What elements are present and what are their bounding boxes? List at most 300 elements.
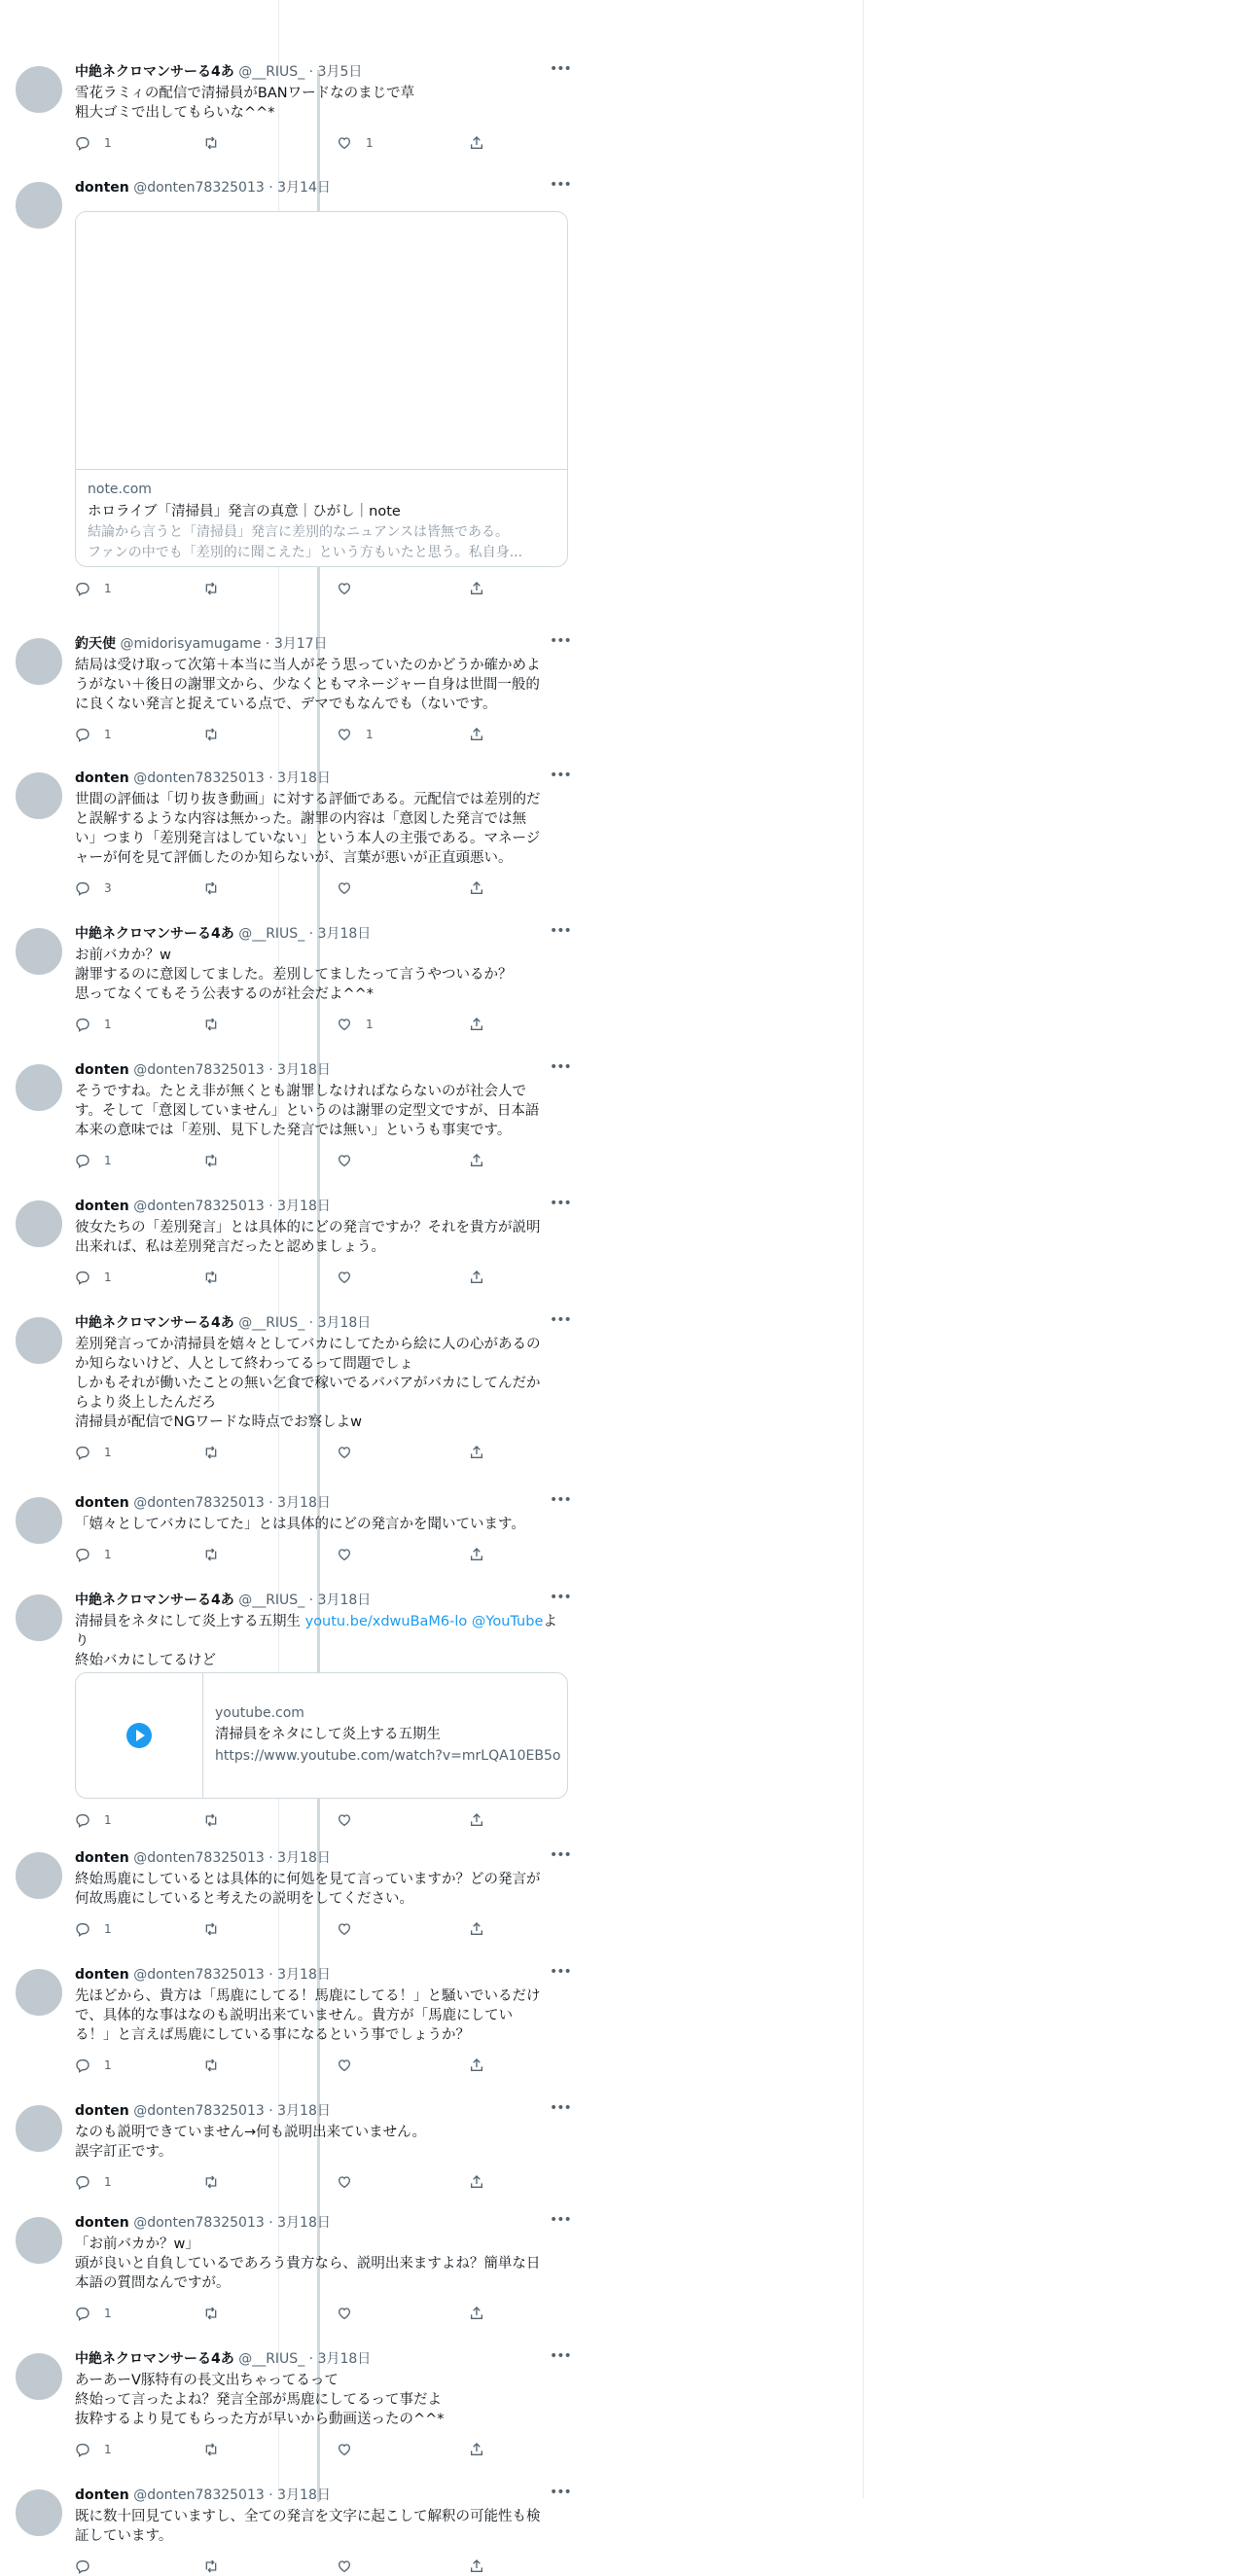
tweet-date[interactable]: 3月5日 bbox=[318, 64, 363, 80]
share-button[interactable] bbox=[469, 878, 484, 898]
reply-button[interactable] bbox=[75, 1015, 112, 1034]
reply-icon bbox=[75, 136, 90, 150]
reply-icon bbox=[75, 1446, 90, 1459]
tweet-text-line: なのも説明できていません→何も説明出来ていません。 bbox=[75, 2123, 569, 2142]
heart-icon bbox=[337, 582, 352, 595]
display-name[interactable]: donten bbox=[75, 2215, 129, 2231]
tweet-text-line: 思ってなくてもそう公表するのが社会だよ^^* bbox=[75, 984, 569, 1004]
separator-dot: · bbox=[265, 1495, 277, 1511]
heart-icon bbox=[337, 2443, 352, 2456]
reply-button[interactable] bbox=[75, 2440, 112, 2459]
retweet-button[interactable] bbox=[203, 2172, 232, 2192]
display-name[interactable]: donten bbox=[75, 1850, 129, 1866]
user-handle[interactable]: @donten78325013 bbox=[133, 1062, 265, 1078]
reply-button[interactable] bbox=[75, 1810, 112, 1830]
user-handle[interactable]: @donten78325013 bbox=[133, 2103, 265, 2119]
avatar[interactable] bbox=[13, 925, 65, 978]
heart-icon bbox=[337, 2058, 352, 2072]
reply-button[interactable] bbox=[75, 1151, 112, 1170]
share-button[interactable] bbox=[469, 2172, 484, 2192]
tweet-date[interactable]: 3月18日 bbox=[277, 2487, 331, 2503]
tweet-text bbox=[75, 2507, 569, 2546]
display-name[interactable]: 釣天使 bbox=[75, 636, 116, 652]
reply-icon bbox=[75, 1548, 90, 1561]
share-button[interactable] bbox=[469, 1443, 484, 1462]
tweet-text-line: 終始って言ったよね？発言全部が馬鹿にしてるって事だよ bbox=[75, 2390, 569, 2410]
separator-dot: · bbox=[265, 1967, 277, 1983]
more-icon[interactable]: ••• bbox=[550, 1493, 569, 1513]
share-button[interactable] bbox=[469, 725, 484, 744]
card-info bbox=[215, 1703, 560, 1766]
tweet-date[interactable]: 3月18日 bbox=[277, 1967, 331, 1983]
card-title: ホロライブ「清掃員」発言の真意｜ひがし｜note bbox=[88, 502, 555, 521]
retweet-button[interactable] bbox=[203, 725, 232, 744]
user-handle[interactable]: @donten78325013 bbox=[133, 1850, 265, 1866]
share-button[interactable] bbox=[469, 1919, 484, 1939]
card-domain: youtube.com bbox=[215, 1703, 560, 1723]
user-handle[interactable]: @__RIUS_ bbox=[238, 926, 304, 942]
card-description: ファンの中でも「差別的に聞こえた」という方もいたと思う。私自身... bbox=[88, 544, 555, 562]
share-button[interactable] bbox=[469, 2557, 484, 2576]
tweet-text bbox=[75, 1986, 569, 2045]
more-icon[interactable]: ••• bbox=[550, 2213, 569, 2233]
share-button[interactable] bbox=[469, 579, 484, 598]
tweet-text-line: に良くない発言と捉えている点で、デマでもなんでも（ないです。 bbox=[75, 695, 569, 714]
like-button[interactable] bbox=[337, 1151, 366, 1170]
tweet-date[interactable]: 3月18日 bbox=[277, 770, 331, 786]
tweet-text bbox=[75, 1082, 569, 1140]
user-handle[interactable]: @donten78325013 bbox=[133, 2215, 265, 2231]
reply-icon bbox=[75, 1270, 90, 1284]
share-button[interactable] bbox=[469, 1015, 484, 1034]
retweet-button[interactable] bbox=[203, 878, 232, 898]
retweet-button[interactable] bbox=[203, 2557, 232, 2576]
tweet-text-line: 何故馬鹿にしていると考えたの説明をしてください。 bbox=[75, 1889, 569, 1909]
display-name[interactable]: donten bbox=[75, 2487, 129, 2503]
tweet-body bbox=[75, 2349, 569, 2429]
heart-icon bbox=[337, 1813, 352, 1827]
share-button[interactable] bbox=[469, 2056, 484, 2075]
like-button[interactable] bbox=[337, 2172, 366, 2192]
tweet-text bbox=[75, 84, 569, 123]
like-button[interactable] bbox=[337, 2056, 366, 2075]
more-icon[interactable]: ••• bbox=[550, 2101, 569, 2121]
reply-button[interactable] bbox=[75, 1545, 112, 1564]
retweet-button[interactable] bbox=[203, 1443, 232, 1462]
retweet-icon bbox=[203, 728, 219, 741]
display-name[interactable]: donten bbox=[75, 1199, 129, 1214]
tweet-text bbox=[75, 2371, 569, 2429]
display-name[interactable]: donten bbox=[75, 770, 129, 786]
tweet-body bbox=[75, 1848, 569, 1909]
more-icon[interactable]: ••• bbox=[550, 2349, 569, 2369]
share-button[interactable] bbox=[469, 2440, 484, 2459]
reply-count: 1 bbox=[104, 1813, 112, 1827]
tweet-body bbox=[75, 924, 569, 1004]
avatar[interactable] bbox=[13, 635, 65, 688]
user-handle[interactable]: @donten78325013 bbox=[133, 1967, 265, 1983]
reply-count: 1 bbox=[104, 1154, 112, 1167]
share-button[interactable] bbox=[469, 133, 484, 153]
user-handle[interactable]: @__RIUS_ bbox=[238, 1315, 304, 1331]
retweet-icon bbox=[203, 2307, 219, 2320]
tweet-text bbox=[75, 1870, 569, 1909]
tweet-header bbox=[75, 634, 569, 654]
separator-dot: · bbox=[304, 1315, 317, 1331]
retweet-icon bbox=[203, 1154, 219, 1167]
video-thumbnail[interactable] bbox=[76, 1673, 203, 1798]
tweet-actions bbox=[75, 1151, 503, 1170]
separator-dot: · bbox=[265, 2103, 277, 2119]
youtube-link[interactable]: youtu.be/xdwuBaM6-lo bbox=[305, 1614, 468, 1629]
share-button[interactable] bbox=[469, 1268, 484, 1287]
user-handle[interactable]: @__RIUS_ bbox=[238, 1592, 304, 1608]
like-button[interactable] bbox=[337, 133, 374, 153]
tweet-text bbox=[75, 2123, 569, 2162]
tweet-text bbox=[75, 2235, 569, 2293]
avatar[interactable] bbox=[13, 1849, 65, 1902]
more-icon[interactable]: ••• bbox=[550, 1313, 569, 1333]
retweet-icon bbox=[203, 2175, 219, 2189]
tweet-date[interactable]: 3月18日 bbox=[277, 2215, 331, 2231]
user-handle[interactable]: @donten78325013 bbox=[133, 180, 265, 196]
tweet-text-line: 既に数十回見ていますし、全ての発言を文字に起こして解釈の可能性も検 bbox=[75, 2507, 569, 2526]
like-button[interactable] bbox=[337, 1015, 374, 1034]
like-button[interactable] bbox=[337, 2557, 366, 2576]
heart-icon bbox=[337, 881, 352, 895]
tweet-text-line: 抜粋するより見てもらった方が早いから動画送ったの^^* bbox=[75, 2410, 569, 2429]
more-icon[interactable]: ••• bbox=[550, 924, 569, 944]
tweet-header bbox=[75, 1848, 569, 1868]
tweet-text-line: うがない＋後日の謝罪文から、少なくともマネージャー自身は世間一般的 bbox=[75, 675, 569, 695]
share-icon bbox=[469, 728, 484, 741]
avatar[interactable] bbox=[13, 1061, 65, 1114]
retweet-icon bbox=[203, 2443, 219, 2456]
tweet-header bbox=[75, 769, 569, 788]
youtube-card[interactable] bbox=[75, 1672, 568, 1799]
retweet-button[interactable] bbox=[203, 2304, 232, 2323]
retweet-button[interactable] bbox=[203, 1810, 232, 1830]
retweet-button[interactable] bbox=[203, 1545, 232, 1564]
avatar[interactable] bbox=[13, 1592, 65, 1644]
card-url: https://www.youtube.com/watch?v=mrLQA10EB5o bbox=[215, 1746, 560, 1766]
share-button[interactable] bbox=[469, 2304, 484, 2323]
tweet-date[interactable]: 3月17日 bbox=[274, 636, 328, 652]
tweet-text-line: 本語の質問なんですが。 bbox=[75, 2273, 569, 2293]
tweet-text-line: 差別発言ってか清掃員を嬉々としてバカにしてたから絵に人の心があるの bbox=[75, 1335, 569, 1354]
share-button[interactable] bbox=[469, 1545, 484, 1564]
link-card[interactable] bbox=[75, 211, 568, 567]
reply-count: 1 bbox=[104, 2175, 112, 2189]
share-button[interactable] bbox=[469, 1151, 484, 1170]
share-icon bbox=[469, 1446, 484, 1459]
tweet-actions bbox=[75, 2440, 503, 2459]
card-title: 清掃員をネタにして炎上する五期生 bbox=[215, 1725, 560, 1744]
tweet-header bbox=[75, 178, 569, 197]
display-name[interactable]: 中絶ネクロマンサーる4あ bbox=[75, 2351, 234, 2367]
retweet-icon bbox=[203, 1270, 219, 1284]
user-handle[interactable]: @midorisyamugame bbox=[120, 636, 261, 652]
reply-count: 1 bbox=[104, 2443, 112, 2456]
tweet-text-line: 「嬉々としてバカにしてた」とは具体的にどの発言かを聞いています。 bbox=[75, 1515, 569, 1534]
display-name[interactable]: donten bbox=[75, 1495, 129, 1511]
separator-dot: · bbox=[265, 180, 277, 196]
avatar[interactable] bbox=[13, 2214, 65, 2267]
tweet-text-line: 「お前バカか？w」 bbox=[75, 2235, 569, 2254]
separator-dot: · bbox=[265, 2487, 277, 2503]
retweet-icon bbox=[203, 881, 219, 895]
like-button[interactable] bbox=[337, 579, 366, 598]
tweet-actions bbox=[75, 1919, 503, 1939]
like-button[interactable] bbox=[337, 1268, 366, 1287]
tweet-actions bbox=[75, 579, 503, 598]
share-button[interactable] bbox=[469, 1810, 484, 1830]
reply-count: 1 bbox=[104, 1922, 112, 1936]
reply-button[interactable] bbox=[75, 1268, 112, 1287]
more-icon[interactable]: ••• bbox=[550, 62, 569, 82]
avatar[interactable] bbox=[13, 1966, 65, 2019]
reply-count: 1 bbox=[104, 136, 112, 150]
heart-icon bbox=[337, 1018, 352, 1031]
more-icon[interactable]: ••• bbox=[550, 2486, 569, 2505]
tweet-text-line: 結局は受け取って次第＋本当に当人がそう思っていたのかどうか確かめよ bbox=[75, 656, 569, 675]
tweet-body bbox=[75, 1493, 569, 1534]
like-button[interactable] bbox=[337, 2440, 366, 2459]
tweet-text-line: 頭が良いと自負しているであろう貴方なら、説明出来ますよね？簡単な日 bbox=[75, 2254, 569, 2273]
tweet-text-line: 誤字訂正です。 bbox=[75, 2142, 569, 2162]
more-icon[interactable]: ••• bbox=[550, 1197, 569, 1216]
tweet-text-line: と誤解するような内容は無かった。謝罪の内容は「意図した発言では無 bbox=[75, 809, 569, 829]
tweet-body bbox=[75, 1313, 569, 1432]
like-count: 1 bbox=[366, 136, 374, 150]
tweet-text bbox=[75, 1515, 569, 1534]
display-name[interactable]: donten bbox=[75, 2103, 129, 2119]
display-name[interactable]: 中絶ネクロマンサーる4あ bbox=[75, 64, 234, 80]
more-icon[interactable]: ••• bbox=[550, 1591, 569, 1610]
heart-icon bbox=[337, 1922, 352, 1936]
tweet-body bbox=[75, 2213, 569, 2293]
tweet-text-line: 終始バカにしてるけど bbox=[75, 1651, 569, 1670]
tweet-text-line: お前バカか？w bbox=[75, 946, 569, 965]
tweet-body bbox=[75, 2101, 569, 2162]
tweet-header bbox=[75, 1313, 569, 1333]
card-info bbox=[76, 470, 567, 567]
tweet-header bbox=[75, 1493, 569, 1513]
more-icon[interactable]: ••• bbox=[550, 1060, 569, 1080]
avatar[interactable] bbox=[13, 769, 65, 822]
tweet-date[interactable]: 3月18日 bbox=[277, 1495, 331, 1511]
reply-button[interactable] bbox=[75, 2056, 112, 2075]
display-name[interactable]: donten bbox=[75, 180, 129, 196]
reply-count: 1 bbox=[104, 1446, 112, 1459]
tweet-text-line: 粗大ゴミで出してもらいな^^* bbox=[75, 103, 569, 123]
more-icon[interactable]: ••• bbox=[550, 634, 569, 654]
retweet-icon bbox=[203, 2058, 219, 2072]
reply-button[interactable] bbox=[75, 1919, 112, 1939]
share-icon bbox=[469, 1018, 484, 1031]
tweet-body bbox=[75, 1591, 569, 1670]
tweet-text-line: ャーが何を見て評価したのか知らないが、言葉が悪いが正直頭悪い。 bbox=[75, 848, 569, 868]
tweet-actions bbox=[75, 878, 503, 898]
more-icon[interactable]: ••• bbox=[550, 769, 569, 788]
display-name[interactable]: 中絶ネクロマンサーる4あ bbox=[75, 1592, 234, 1608]
tweet-text-line: 清掃員が配信でNGワードな時点でお察しよw bbox=[75, 1413, 569, 1432]
display-name[interactable]: 中絶ネクロマンサーる4あ bbox=[75, 1315, 234, 1331]
heart-icon bbox=[337, 2307, 352, 2320]
reply-icon bbox=[75, 582, 90, 595]
reply-count: 1 bbox=[104, 582, 112, 595]
retweet-button[interactable] bbox=[203, 1919, 232, 1939]
retweet-button[interactable] bbox=[203, 579, 232, 598]
tweet-text bbox=[75, 656, 569, 714]
retweet-icon bbox=[203, 1548, 219, 1561]
like-button[interactable] bbox=[337, 878, 366, 898]
reply-button[interactable] bbox=[75, 878, 112, 898]
tweet-actions bbox=[75, 133, 503, 153]
heart-icon bbox=[337, 2175, 352, 2189]
tweet-text-line: 本来の意味では「差別、見下した発言では無い」というも事実です。 bbox=[75, 1121, 569, 1140]
separator-dot: · bbox=[265, 1199, 277, 1214]
like-button[interactable] bbox=[337, 725, 374, 744]
tweet-header bbox=[75, 1591, 569, 1610]
tweet-header bbox=[75, 924, 569, 944]
tweet-text bbox=[75, 790, 569, 868]
reply-button[interactable] bbox=[75, 1443, 112, 1462]
user-handle[interactable]: @donten78325013 bbox=[133, 1199, 265, 1214]
reply-count: 1 bbox=[104, 1018, 112, 1031]
retweet-icon bbox=[203, 1813, 219, 1827]
reply-icon bbox=[75, 881, 90, 895]
avatar[interactable] bbox=[13, 1314, 65, 1367]
share-icon bbox=[469, 136, 484, 150]
tweet-date[interactable]: 3月18日 bbox=[277, 2103, 331, 2119]
tweet-body bbox=[75, 1197, 569, 1257]
reply-icon bbox=[75, 2175, 90, 2189]
tweet-body bbox=[75, 62, 569, 123]
tweet-text-line: で、具体的な事はなのも説明出来ていません。貴方が「馬鹿にしてい bbox=[75, 2006, 569, 2025]
user-handle[interactable]: @__RIUS_ bbox=[238, 2351, 304, 2367]
reply-icon bbox=[75, 1922, 90, 1936]
reply-button[interactable] bbox=[75, 2172, 112, 2192]
retweet-button[interactable] bbox=[203, 1015, 232, 1034]
retweet-button[interactable] bbox=[203, 1268, 232, 1287]
user-handle[interactable]: @donten78325013 bbox=[133, 1495, 265, 1511]
tweet-text bbox=[75, 1218, 569, 1257]
heart-icon bbox=[337, 728, 352, 741]
mention-link[interactable]: @YouTube bbox=[472, 1614, 543, 1629]
tweet-text-line: 彼女たちの「差別発言」とは具体的にどの発言ですか？それを貴方が説明 bbox=[75, 1218, 569, 1237]
avatar[interactable] bbox=[13, 179, 65, 232]
reply-button[interactable] bbox=[75, 2304, 112, 2323]
more-icon[interactable]: ••• bbox=[550, 1965, 569, 1985]
avatar[interactable] bbox=[13, 1494, 65, 1547]
tweet-body bbox=[75, 1965, 569, 2045]
tweet-body bbox=[75, 1060, 569, 1140]
tweet-date[interactable]: 3月18日 bbox=[318, 926, 372, 942]
retweet-icon bbox=[203, 1018, 219, 1031]
separator-dot: · bbox=[304, 1592, 317, 1608]
reply-icon bbox=[75, 1813, 90, 1827]
share-icon bbox=[469, 1270, 484, 1284]
tweet-date[interactable]: 3月18日 bbox=[277, 1850, 331, 1866]
tweet-date[interactable]: 3月14日 bbox=[277, 180, 331, 196]
reply-icon bbox=[75, 2443, 90, 2456]
card-image bbox=[76, 212, 567, 470]
retweet-button[interactable] bbox=[203, 2440, 232, 2459]
tweet-text-line: か知らないけど、人として終わってるって問題でしょ bbox=[75, 1354, 569, 1374]
play-icon[interactable] bbox=[126, 1723, 152, 1748]
reply-button[interactable] bbox=[75, 2557, 104, 2576]
tweet-date[interactable]: 3月18日 bbox=[277, 1062, 331, 1078]
more-icon[interactable]: ••• bbox=[550, 1848, 569, 1868]
avatar[interactable] bbox=[13, 2487, 65, 2539]
heart-icon bbox=[337, 1154, 352, 1167]
retweet-button[interactable] bbox=[203, 2056, 232, 2075]
avatar[interactable] bbox=[13, 2350, 65, 2403]
tweet-text-segment: 清掃員をネタにして炎上する五期生 bbox=[75, 1614, 305, 1629]
reply-button[interactable] bbox=[75, 725, 112, 744]
user-handle[interactable]: @__RIUS_ bbox=[238, 64, 304, 80]
tweet-header bbox=[75, 1060, 569, 1080]
heart-icon bbox=[337, 1270, 352, 1284]
tweet-text-line: 先ほどから、貴方は「馬鹿にしてる！馬鹿にしてる！」と騒いでいるだけ bbox=[75, 1986, 569, 2006]
reply-count: 1 bbox=[104, 1548, 112, 1561]
tweet-text-line: しかもそれが働いたことの無い乞食で稼いでるババアがバカにしてんだか bbox=[75, 1374, 569, 1393]
tweet-header bbox=[75, 1965, 569, 1985]
tweet-header bbox=[75, 2101, 569, 2121]
retweet-button[interactable] bbox=[203, 1151, 232, 1170]
separator-dot: · bbox=[265, 1850, 277, 1866]
retweet-button[interactable] bbox=[203, 133, 232, 153]
tweet-date[interactable]: 3月18日 bbox=[318, 1315, 372, 1331]
heart-icon bbox=[337, 2559, 352, 2573]
display-name[interactable]: donten bbox=[75, 1967, 129, 1983]
tweet-header bbox=[75, 2349, 569, 2369]
user-handle[interactable]: @donten78325013 bbox=[133, 770, 265, 786]
like-button[interactable] bbox=[337, 1810, 366, 1830]
tweet-actions bbox=[75, 1268, 503, 1287]
tweet-date[interactable]: 3月18日 bbox=[277, 1199, 331, 1214]
like-button[interactable] bbox=[337, 2304, 366, 2323]
like-button[interactable] bbox=[337, 1545, 366, 1564]
more-icon[interactable]: ••• bbox=[550, 178, 569, 197]
reply-icon bbox=[75, 2058, 90, 2072]
tweet-text-segment: より bbox=[75, 1614, 557, 1649]
avatar[interactable] bbox=[13, 63, 65, 116]
reply-icon bbox=[75, 728, 90, 741]
separator-dot: · bbox=[304, 926, 317, 942]
retweet-icon bbox=[203, 136, 219, 150]
like-button[interactable] bbox=[337, 1443, 366, 1462]
reply-button[interactable] bbox=[75, 579, 112, 598]
tweet-date[interactable]: 3月18日 bbox=[318, 2351, 372, 2367]
separator-dot: · bbox=[304, 64, 317, 80]
tweet-text-line: い」つまり「差別発言はしていない」という本人の主張である。マネージ bbox=[75, 829, 569, 848]
reply-icon bbox=[75, 2559, 90, 2573]
reply-button[interactable] bbox=[75, 133, 112, 153]
display-name[interactable]: donten bbox=[75, 1062, 129, 1078]
user-handle[interactable]: @donten78325013 bbox=[133, 2487, 265, 2503]
tweet-actions bbox=[75, 2557, 503, 2576]
display-name[interactable]: 中絶ネクロマンサーる4あ bbox=[75, 926, 234, 942]
avatar[interactable] bbox=[13, 2102, 65, 2155]
tweet-body bbox=[75, 2486, 569, 2546]
tweet-date[interactable]: 3月18日 bbox=[318, 1592, 372, 1608]
like-button[interactable] bbox=[337, 1919, 366, 1939]
tweet-actions bbox=[75, 2056, 503, 2075]
tweet-actions bbox=[75, 1443, 503, 1462]
avatar[interactable] bbox=[13, 1198, 65, 1250]
